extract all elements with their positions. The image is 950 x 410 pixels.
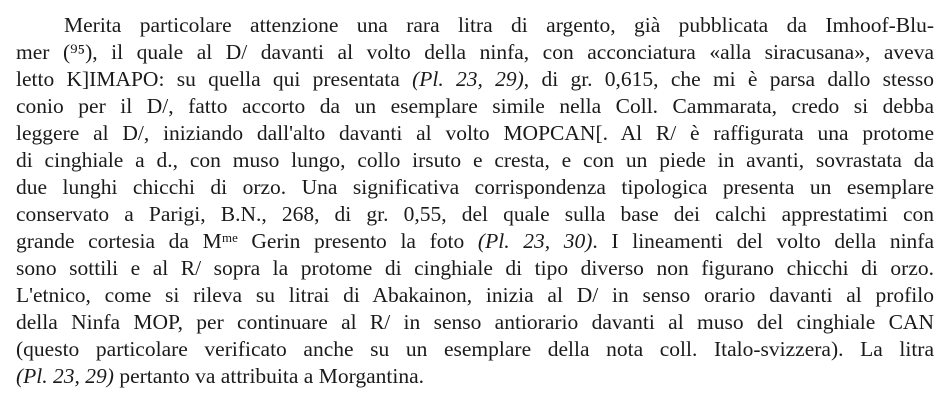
body-paragraph: [16, 12, 934, 390]
text-line: [16, 282, 934, 309]
text-run: , di gr. 0,615, che mi è parsa dallo stesso: [523, 67, 934, 91]
text-line: [16, 363, 934, 390]
text-line: [16, 201, 934, 228]
plate-reference: (Pl. 23, 29): [16, 364, 114, 388]
text-line: [16, 228, 934, 255]
text-run: leggere al D/, iniziando dall'alto davanti al volto MOPCAN[. Al R/ è raffigurata una protome: [16, 121, 934, 145]
text-run: Merita particolare attenzione una rara litra di argento, già pubblicata da Imhoof-Blu-: [64, 13, 934, 37]
text-run: (questo particolare verificato anche su un esemplare della nota coll. Italo-svizzera). La litra: [16, 337, 934, 361]
text-run: sono sottili e al R/ sopra la protome di cinghiale di tipo diverso non figurano chicchi di orzo.: [16, 256, 934, 280]
plate-reference: (Pl. 23, 29): [412, 67, 524, 91]
text-run: letto K]IMAPO: su quella qui presentata: [16, 67, 413, 91]
text-run: conio per il D/, fatto accorto da un esemplare simile nella Coll. Cammarata, credo si debba: [16, 94, 934, 118]
text-line: [16, 39, 934, 66]
text-run: L'etnico, come si rileva su litrai di Abakainon, inizia al D/ in senso orario davanti al profilo: [16, 283, 934, 307]
text-run: conservato a Parigi, B.N., 268, di gr. 0,55, del quale sulla base dei calchi apprestatimi con: [16, 202, 934, 226]
text-run: di cinghiale a d., con muso lungo, collo irsuto e cresta, e con un piede in avanti, sovrastata da: [16, 148, 934, 172]
plate-reference: (Pl. 23, 30): [477, 229, 593, 253]
text-run: grande cortesia da Mᵐᵉ Gerin presento la foto: [16, 229, 478, 253]
text-line: [16, 336, 934, 363]
text-line: [16, 93, 934, 120]
text-line: [16, 66, 934, 93]
text-line: [16, 255, 934, 282]
text-line: [16, 120, 934, 147]
text-line: [16, 174, 934, 201]
text-run: della Ninfa MOP, per continuare al R/ in senso antiorario davanti al muso del cinghiale CAN: [16, 310, 934, 334]
text-run: pertanto va attribuita a Morgantina.: [113, 364, 424, 388]
text-run: . I lineamenti del volto della ninfa: [592, 229, 935, 253]
text-run: due lunghi chicchi di orzo. Una significativa corrispondenza tipologica presenta un esemplare: [16, 175, 934, 199]
text-line: [16, 147, 934, 174]
text-run: mer (⁹⁵), il quale al D/ davanti al volto della ninfa, con acconciatura «alla siracusana», aveva: [16, 40, 934, 64]
text-line: [16, 12, 934, 39]
text-line: [16, 309, 934, 336]
